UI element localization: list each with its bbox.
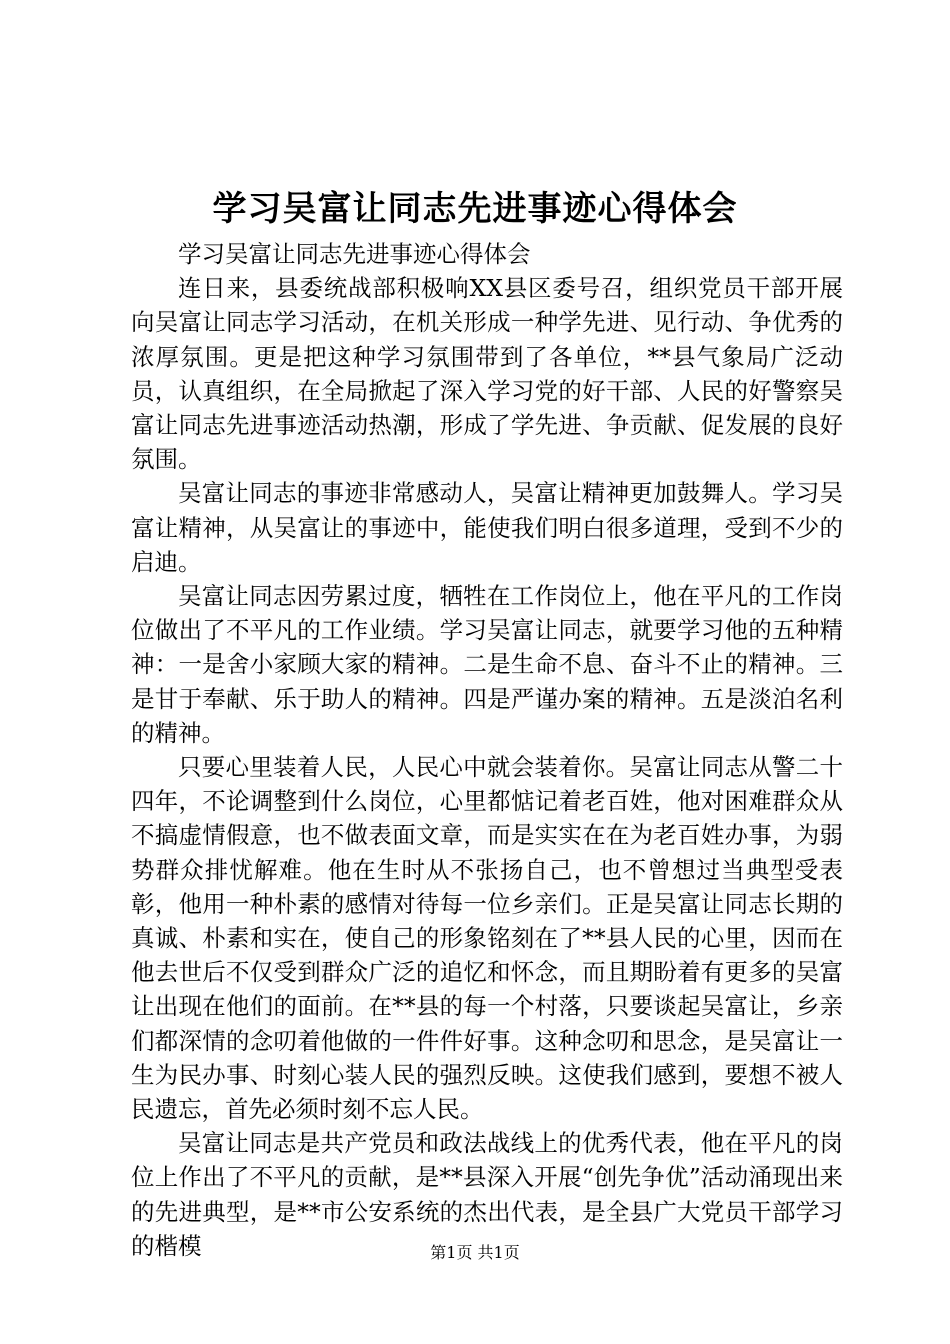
paragraph: 只要心里装着人民，人民心中就会装着你。吴富让同志从警二十四年，不论调整到什么岗位，心里都惦记着老百姓，他对困难群众从不搞虚情假意，也不做表面文章，而是实实在在为老百姓办事，为弱势群众排忧解难。他在生时从不张扬自己，也不曾想过当典型受表彰，他用一种朴素的感情对待每一位乡亲们。正是吴富让同志长期的真诚、朴素和实在，使自己的形象铭刻在了**县人民的心里，因而在他去世后不仅受到群众广泛的追忆和怀念，而且期盼着有更多的吴富让出现在他们的面前。在**县的每一个村落，只要谈起吴富让，乡亲们都深情的念叨着他做的一件件好事。这种念叨和思念，是吴富让一生为民办事、时刻心装人民的强烈反映。这使我们感到，要想不被人民遗忘，首先必须时刻不忘人民。	[131, 753, 843, 1124]
page-number: 第1页 共1页	[430, 1243, 520, 1262]
document-title: 学习吴富让同志先进事迹心得体会	[212, 189, 738, 229]
paragraph: 学习吴富让同志先进事迹心得体会	[178, 240, 531, 268]
document-body	[131, 237, 843, 1263]
paragraph: 吴富让同志是共产党员和政法战线上的优秀代表，他在平凡的岗位上作出了不平凡的贡献，是**县深入开展“创先争优”活动涌现出来的先进典型，是**市公安系统的杰出代表，是全县广大党员干部学习的楷模	[131, 1129, 843, 1260]
paragraph: 吴富让同志的事迹非常感动人，吴富让精神更加鼓舞人。学习吴富让精神，从吴富让的事迹中，能使我们明白很多道理，受到不少的启迪。	[131, 479, 843, 576]
paragraph: 连日来，县委统战部积极响XX县区委号召，组织党员干部开展向吴富让同志学习活动，在机关形成一种学先进、见行动、争优秀的浓厚氛围。更是把这种学习氛围带到了各单位，**县气象局广泛动员，认真组织，在全局掀起了深入学习党的好干部、人民的好警察吴富让同志先进事迹活动热潮，形成了学先进、争贡献、促发展的良好氛围。	[131, 274, 843, 474]
paragraph: 吴富让同志因劳累过度，牺牲在工作岗位上，他在平凡的工作岗位做出了不平凡的工作业绩。学习吴富让同志，就要学习他的五种精神：一是舍小家顾大家的精神。二是生命不息、奋斗不止的精神。三是甘于奉献、乐于助人的精神。四是严谨办案的精神。五是淡泊名利的精神。	[131, 582, 843, 747]
